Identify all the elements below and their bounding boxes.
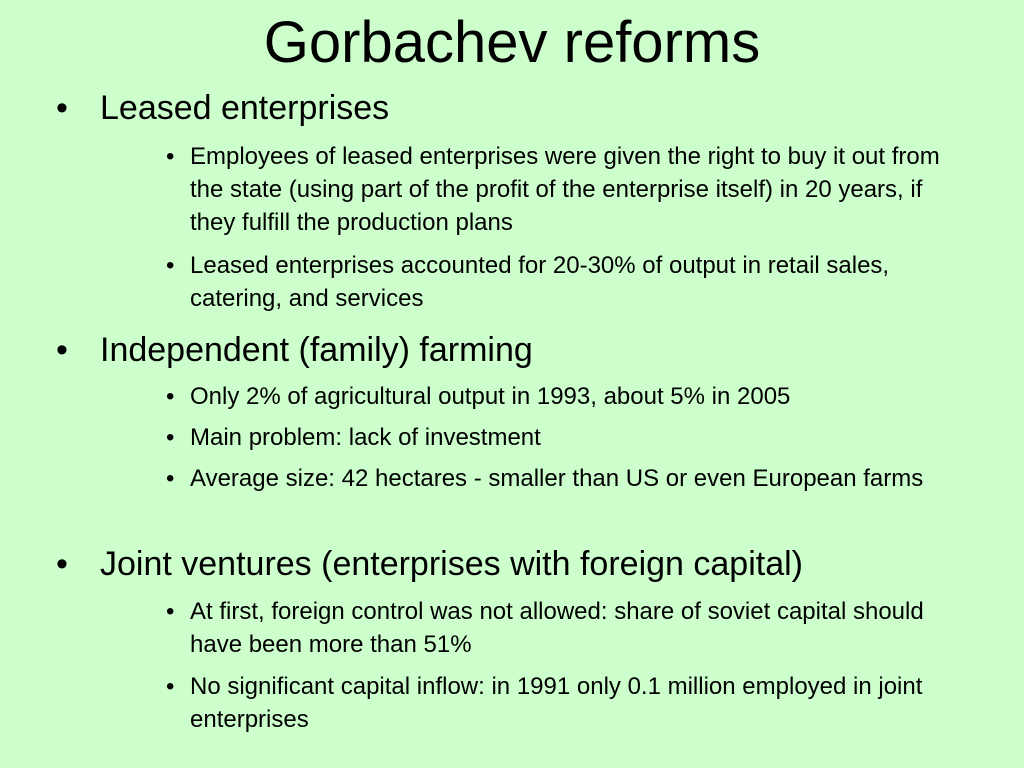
slide-title: Gorbachev reforms	[263, 10, 761, 75]
bullet-icon: •	[166, 598, 175, 625]
bullet-icon: •	[56, 331, 68, 369]
bullet-icon: •	[166, 252, 175, 279]
bullet-icon: •	[166, 383, 175, 410]
sub-bullet-text: No significant capital inflow: in 1991 only 0.1 million employed in joint enterprises	[190, 673, 923, 733]
sub-bullet-text: Average size: 42 hectares - smaller than US or even European farms	[190, 465, 924, 492]
bullet-icon: •	[56, 89, 68, 127]
section-heading: Independent (family) farming	[100, 331, 533, 369]
sub-bullet-text: At first, foreign control was not allowed: share of soviet capital should have been more than 51%	[190, 598, 924, 658]
bullet-icon: •	[166, 424, 175, 451]
bullet-icon: •	[166, 143, 175, 170]
bullet-icon: •	[166, 673, 175, 700]
sub-bullet-text: Main problem: lack of investment	[190, 424, 541, 451]
bullet-icon: •	[56, 545, 68, 583]
bullet-icon: •	[166, 465, 175, 492]
sub-bullet-text: Leased enterprises accounted for 20-30% of output in retail sales, catering, and services	[190, 252, 890, 312]
sub-bullet-text: Only 2% of agricultural output in 1993, about 5% in 2005	[190, 383, 791, 410]
section-heading: Joint ventures (enterprises with foreign capital)	[100, 545, 803, 583]
sub-bullet-text: Employees of leased enterprises were given the right to buy it out from the state (using part of the profit of the enterprise itself) in 20 years, if they fulfill the production plans	[190, 143, 940, 236]
section-heading: Leased enterprises	[100, 89, 390, 127]
